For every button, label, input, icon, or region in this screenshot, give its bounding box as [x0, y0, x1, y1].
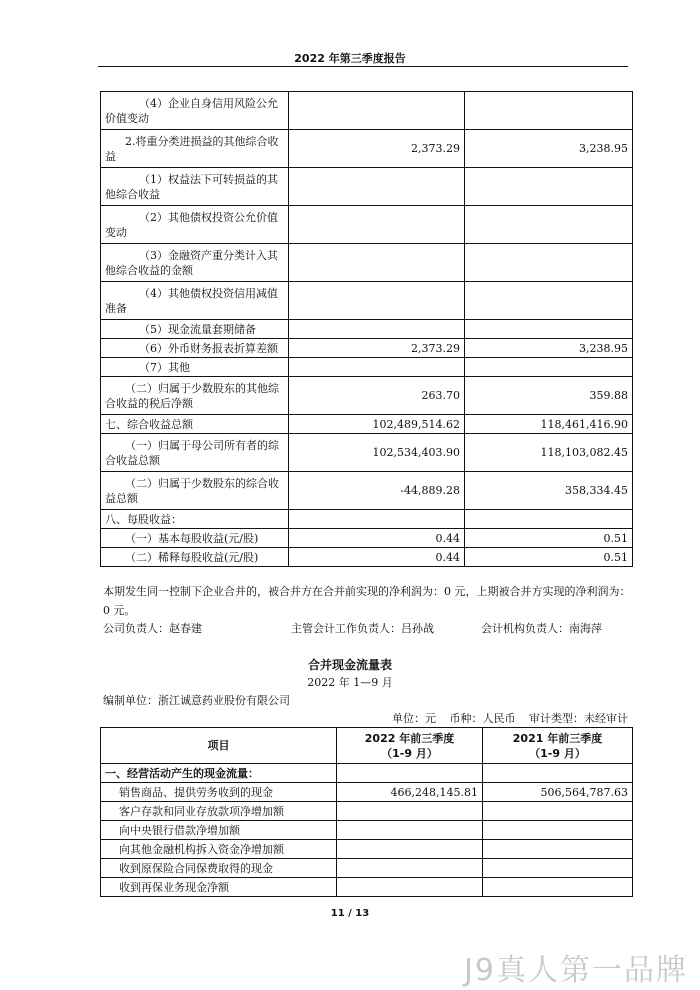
merger-note: 本期发生同一控制下企业合并的，被合并方在合并前实现的净利润为：0 元，上期被合并方实现的净利润为： 0 元。	[103, 585, 631, 617]
current-value: 0.44	[289, 548, 465, 567]
cashflow-row	[101, 783, 633, 802]
row-label: （4）企业自身信用风险公允价值变动	[101, 92, 289, 130]
column-header-prior-year: 2021 年前三季度	[512, 731, 603, 745]
row-label: （3）金融资产重分类计入其他综合收益的金额	[101, 244, 289, 282]
income-row	[101, 244, 633, 282]
income-row	[101, 130, 633, 168]
column-header-item: 项目	[101, 728, 337, 764]
current-value: 2,373.29	[289, 130, 465, 168]
prior-value	[465, 244, 633, 282]
income-row	[101, 92, 633, 130]
prior-value: 118,461,416.90	[465, 415, 633, 434]
current-value: 102,534,403.90	[289, 434, 465, 472]
prior-value	[483, 840, 633, 859]
cashflow-header-row	[101, 728, 633, 764]
row-label: （1）权益法下可转损益的其他综合收益	[101, 168, 289, 206]
prior-value	[465, 510, 633, 529]
row-label: （2）其他债权投资公允价值变动	[101, 206, 289, 244]
row-label: 向其他金融机构拆入资金净增加额	[101, 840, 337, 859]
row-label: （二）稀释每股收益(元/股)	[101, 548, 289, 567]
watermark-text: J9真人第一品牌	[464, 953, 688, 988]
prior-value	[465, 206, 633, 244]
cashflow-row	[101, 802, 633, 821]
current-value: 102,489,514.62	[289, 415, 465, 434]
income-row	[101, 415, 633, 434]
income-row	[101, 358, 633, 377]
income-row	[101, 434, 633, 472]
compiler-unit: 编制单位：浙江诚意药业股份有限公司	[103, 694, 290, 707]
row-label: 客户存款和同业存放款项净增加额	[101, 802, 337, 821]
currency-label: 币种：人民币	[449, 712, 516, 725]
cashflow-row	[101, 859, 633, 878]
prior-value	[465, 92, 633, 130]
prior-value	[483, 859, 633, 878]
current-value	[289, 206, 465, 244]
row-label: （一）基本每股收益(元/股)	[101, 529, 289, 548]
row-label: 七、综合收益总额	[101, 415, 289, 434]
prior-value	[483, 764, 633, 783]
row-label: （二）归属于少数股东的综合收益总额	[101, 472, 289, 510]
cashflow-title: 合并现金流量表	[307, 658, 392, 672]
current-value	[337, 802, 483, 821]
prior-value: 358,334.45	[465, 472, 633, 510]
prior-value: 118,103,082.45	[465, 434, 633, 472]
income-row	[101, 529, 633, 548]
header-rule	[98, 66, 628, 67]
prior-value: 506,564,787.63	[483, 783, 633, 802]
row-label: （6）外币财务报表折算差额	[101, 339, 289, 358]
prior-value	[465, 320, 633, 339]
row-label: （4）其他债权投资信用减值准备	[101, 282, 289, 320]
income-row	[101, 377, 633, 415]
prior-value	[483, 802, 633, 821]
income-row	[101, 206, 633, 244]
income-row	[101, 282, 633, 320]
row-label: 收到原保险合同保费取得的现金	[101, 859, 337, 878]
current-value	[337, 840, 483, 859]
accounting-head: 主管会计工作负责人：吕孙战	[291, 622, 434, 635]
company-head: 公司负责人：赵春建	[103, 622, 202, 635]
current-value	[337, 764, 483, 783]
current-value	[337, 878, 483, 897]
row-label: （5）现金流量套期储备	[101, 320, 289, 339]
income-row	[101, 510, 633, 529]
cashflow-row	[101, 840, 633, 859]
column-header-prior-period: （1-9 月）	[529, 746, 586, 760]
current-value: 263.70	[289, 377, 465, 415]
column-header-prior	[483, 728, 633, 764]
row-label: 向中央银行借款净增加额	[101, 821, 337, 840]
income-row	[101, 168, 633, 206]
row-label: 八、每股收益：	[101, 510, 289, 529]
row-label: （7）其他	[101, 358, 289, 377]
column-header-current-year: 2022 年前三季度	[364, 731, 455, 745]
cashflow-row	[101, 878, 633, 897]
prior-value: 3,238.95	[465, 339, 633, 358]
row-label: （二）归属于少数股东的其他综合收益的税后净额	[101, 377, 289, 415]
income-row	[101, 320, 633, 339]
current-value	[289, 92, 465, 130]
current-value	[337, 821, 483, 840]
prior-value	[465, 282, 633, 320]
current-value	[337, 859, 483, 878]
cashflow-row	[101, 821, 633, 840]
current-value: 2,373.29	[289, 339, 465, 358]
current-value	[289, 282, 465, 320]
row-label: 一、经营活动产生的现金流量：	[101, 764, 337, 783]
current-value: 466,248,145.81	[337, 783, 483, 802]
current-value	[289, 358, 465, 377]
current-value	[289, 320, 465, 339]
income-row	[101, 472, 633, 510]
current-value	[289, 510, 465, 529]
prior-value: 0.51	[465, 529, 633, 548]
current-value	[289, 244, 465, 282]
row-label: 销售商品、提供劳务收到的现金	[101, 783, 337, 802]
accounting-org-head: 会计机构负责人：南海萍	[481, 622, 602, 635]
cashflow-period: 2022 年 1—9 月	[307, 676, 393, 689]
unit-label: 单位：元	[392, 712, 436, 725]
current-value	[289, 168, 465, 206]
prior-value: 0.51	[465, 548, 633, 567]
prior-value: 3,238.95	[465, 130, 633, 168]
current-value: 0.44	[289, 529, 465, 548]
column-header-current-period: （1-9 月）	[381, 746, 438, 760]
unit-line	[382, 710, 628, 726]
prior-value	[483, 878, 633, 897]
current-value: -44,889.28	[289, 472, 465, 510]
prior-value: 359.88	[465, 377, 633, 415]
cashflow-row	[101, 764, 633, 783]
column-header-current	[337, 728, 483, 764]
cashflow-table	[100, 727, 633, 897]
income-statement-table	[100, 91, 633, 567]
prior-value	[483, 821, 633, 840]
row-label: （一）归属于母公司所有者的综合收益总额	[101, 434, 289, 472]
page-header-title: 2022 年第三季度报告	[294, 52, 406, 65]
row-label: 收到再保业务现金净额	[101, 878, 337, 897]
income-row	[101, 339, 633, 358]
prior-value	[465, 168, 633, 206]
prior-value	[465, 358, 633, 377]
income-row	[101, 548, 633, 567]
page-number: 11 / 13	[330, 908, 370, 919]
row-label: 2.将重分类进损益的其他综合收益	[101, 130, 289, 168]
audit-type-label: 审计类型：未经审计	[529, 712, 628, 725]
